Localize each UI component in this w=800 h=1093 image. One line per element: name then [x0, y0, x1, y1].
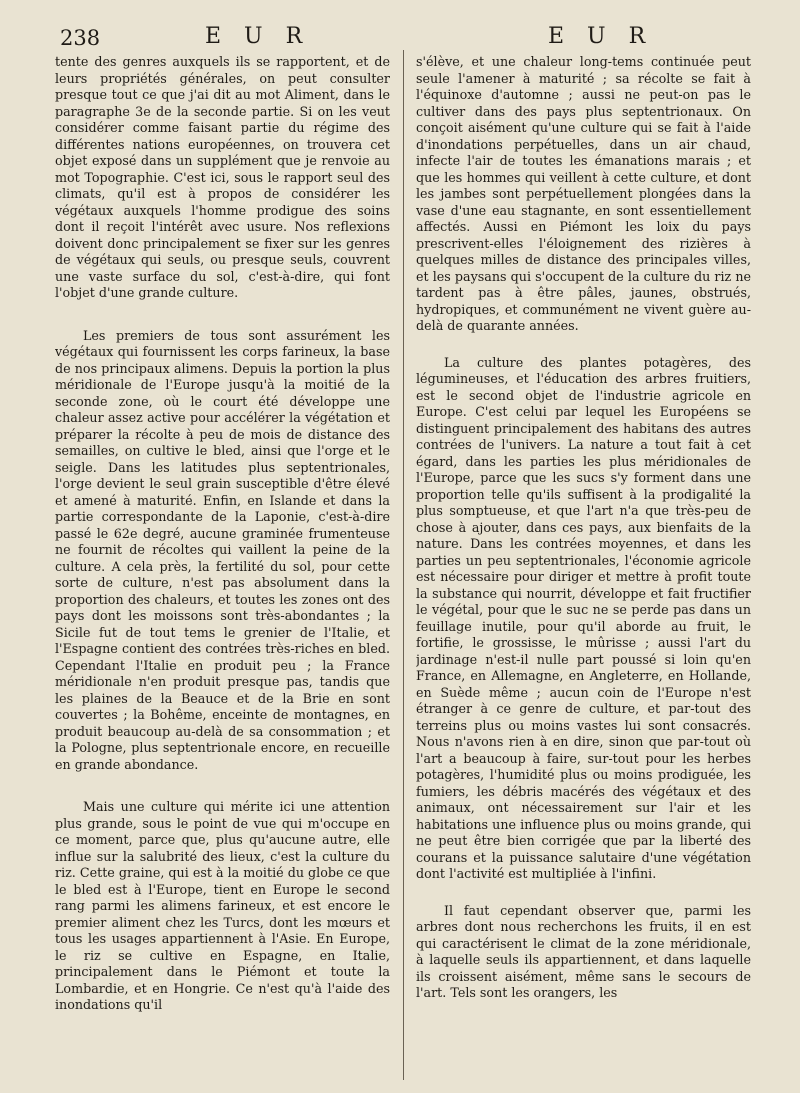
left-paragraph-3: Mais une culture qui mérite ici une attention plus grande, sous le point de vue qui m'occupe en ce moment, parce que, plus qu'aucune autre, elle influe sur la salubrité des lieux, c'est la culture du riz. Cette graine, qui est à la moitié du globe ce que le bled est à l'Europe, tient en Europe le second rang parmi les alimens farineux, et est encore le premier aliment chez les Turcs, dont les mœurs et tous les usages appartiennent à l'Asie. En Europe, le riz se cultive en Espagne, en Italie, principalement dans le Piémont et toute la Lombardie, et en Hongrie. Ce n'est qu'à l'aide des inondations qu'il [55, 799, 390, 1012]
right-paragraph-1: s'élève, et une chaleur long-tems continuée peut seule l'amener à maturité ; sa récolte se fait à l'équinoxe d'automne ; aussi ne peut-on pas le cultiver dans des pays plus septentrionaux. On conçoit aisément qu'une culture qui se fait à l'aide d'inondations perpétuelles, dans un air chaud, infecte l'air de toutes les émanations marais ; et que les hommes qui veillent à cette culture, et dont les jambes sont perpétuellement plongées dans la vase d'une eau stagnante, en sont essentiellement affectés. Aussi en Piémont les loix du pays prescrivent-elles l'éloignement des rizières à quelques milles de distance des principales villes, et les paysans qui s'occupent de la culture du riz ne tardent pas à être pâles, jaunes, obstrués, hydropiques, et communément ne vivent guère au-delà de quarante années. [416, 54, 751, 333]
right-column [416, 54, 751, 1079]
left-paragraph-2: Les premiers de tous sont assurément les végétaux qui fournissent les corps farineux, la base de nos principaux alimens. Depuis la portion la plus méridionale de l'Europe jusqu'à la moitié de la seconde zone, où le court été développe une chaleur assez active pour accélérer la végétation et préparer la récolte à peu de mois de distance des semailles, on cultive le bled, ainsi que l'orge et le seigle. Dans les latitudes plus septentrionales, l'orge devient le seul grain susceptible d'être élevé et amené à maturité. Enfin, en Islande et dans la partie correspondante de la Laponie, c'est-à-dire passé le 62e degré, aucune graminée frumenteuse ne fournit de récoltes qui vaillent la peine de la culture. A cela près, la fertilité du sol, pour cette sorte de culture, n'est pas absolument dans la proportion des chaleurs, et toutes les zones ont des pays dont les moissons sont très-abondantes ; la Sicile fut de tout tems le grenier de l'Italie, et l'Espagne contient des contrées très-riches en bled. Cependant l'Italie en produit peu ; la France méridionale n'en produit presque pas, tandis que les plaines de la Beauce et de la Brie en sont couvertes ; la Bohême, enceinte de montagnes, en produit beaucoup au-delà de sa consommation ; et la Pologne, plus septentrionale encore, en recueille en grande abondance. [55, 327, 390, 772]
right-paragraph-3: Il faut cependant observer que, parmi les arbres dont nous recherchons les fruits, il en est qui caractérisent le climat de la zone méridionale, à laquelle seuls ils appartiennent, et dans laquelle ils croissent aisément, même sans le secours de l'art. Tels sont les orangers, les [416, 902, 751, 1000]
running-head-right: E U R [548, 24, 654, 49]
left-column [55, 54, 390, 1079]
running-head-left: E U R [205, 24, 311, 49]
page-header [0, 24, 800, 56]
left-paragraph-1: tente des genres auxquels ils se rapportent, et de leurs propriétés générales, on peut consulter presque tout ce que j'ai dit au mot Aliment, dans le paragraphe 3e de la seconde partie. Si on les veut considérer comme faisant partie du régime des différentes nations européennes, on trouvera cet objet exposé dans un supplément que je renvoie au mot Topographie. C'est ici, sous le rapport seul des climats, qu'il est à propos de considérer les végétaux auxquels l'homme prodigue des soins dont il reçoit l'intérêt avec usure. Nos reflexions doivent donc principalement se fixer sur les genres de végétaux qui seuls, ou presque seuls, couvrent une vaste surface du sol, c'est-à-dire, qui font l'objet d'une grande culture. [55, 54, 390, 300]
column-divider [403, 50, 404, 1080]
page-number: 238 [60, 26, 101, 50]
right-paragraph-2: La culture des plantes potagères, des légumineuses, et l'éducation des arbres fruitiers, est le second objet de l'industrie agricole en Europe. C'est celui par lequel les Européens se distinguent principalement des habitans des autres contrées de l'univers. La nature a tout fait à cet égard, dans les parties les plus méridionales de l'Europe, parce que les sucs s'y forment dans une proportion telle qu'ils suffisent à la prodigalité la plus somptueuse, et que l'art n'a que très-peu de chose à ajouter, dans ces pays, aux bienfaits de la nature. Dans les contrées moyennes, et dans les parties un peu septentrionales, l'économie agricole est nécessaire pour diriger et mettre à profit toute la substance qui nourrit, développe et fait fructifier le végétal, pour que le suc ne se perde pas dans un feuillage inutile, pour qu'il aborde au fruit, le fortifie, le grossisse, le mûrisse ; aussi l'art du jardinage n'est-il nulle part poussé si loin qu'en France, en Allemagne, en Angleterre, en Hollande, en Suède même ; aucun coin de l'Europe n'est étranger à ce genre de culture, et par-tout des terreins plus ou moins vastes lui sont consacrés. Nous n'avons rien à en dire, sinon que par-tout où l'art a beaucoup à faire, sur-tout pour les herbes potagères, l'humidité plus ou moins prodiguée, les fumiers, les débris macérés des végétaux et des animaux, ont nécessairement sur l'air et les habitations une influence plus ou moins grande, qui ne peut être bien corrigée que par la liberté des courans et la puissance salutaire d'une végétation dont l'activité est multipliée à l'infini. [416, 354, 751, 881]
